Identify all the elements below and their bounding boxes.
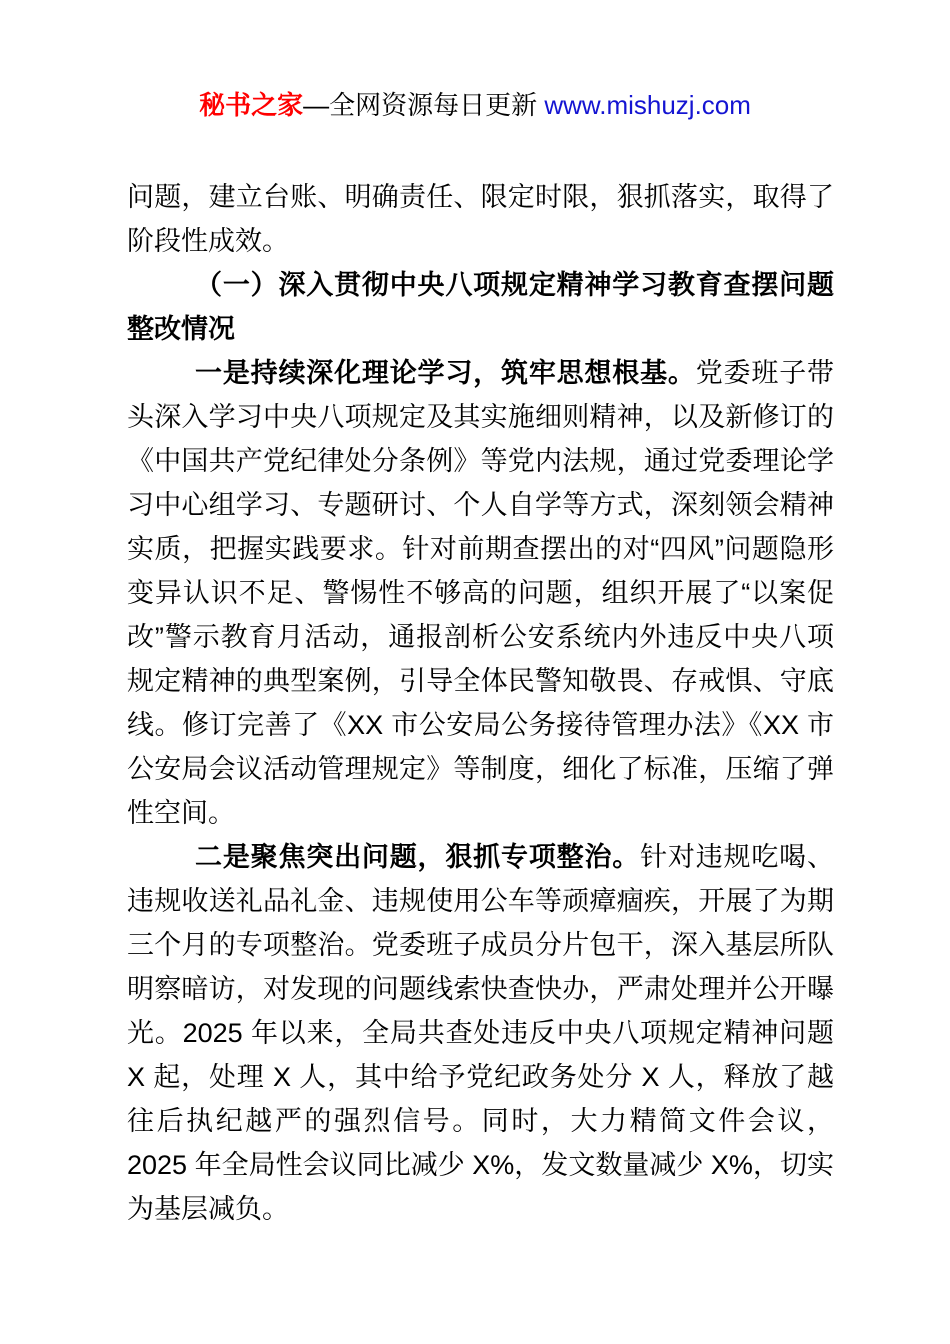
paragraph-one-text: 党委班子带头深入学习中央八项规定及其实施细则精神，以及新修订的《中国共产党纪律处分条例》等党内法规，通过党委理论学习中心组学习、专题研讨、个人自学等方式，深刻领会精神实质，把握实践要求。针对前期查摆出的对“四风”问题隐形变异认识不足、警惕性不够高的问题，组织开展了“以案促改”警示教育月活动，通报剖析公安系统内外违反中央八项规定精神的典型案例，引导全体民警知敬畏、存戒惧、守底线。修订完善了《XX 市公安局公务接待管理办法》《XX 市公安局会议活动管理规定》等制度，细化了标准，压缩了弹性空间。	[127, 358, 835, 828]
section-heading: （一）深入贯彻中央八项规定精神学习教育查摆问题整改情况	[127, 270, 834, 344]
site-brand: 秘书之家	[199, 90, 304, 120]
document-body	[127, 175, 834, 1231]
paragraph-two-lead: 二是聚焦突出问题，狠抓专项整治。	[195, 842, 641, 872]
paragraph-one	[127, 351, 834, 835]
site-header	[0, 88, 950, 122]
paragraph-two	[127, 835, 834, 1231]
paragraph-continuation: 问题，建立台账、明确责任、限定时限，狠抓落实，取得了阶段性成效。	[127, 182, 834, 256]
site-tagline: —全网资源每日更新	[303, 90, 545, 120]
paragraph-one-lead: 一是持续深化理论学习，筑牢思想根基。	[195, 358, 696, 388]
paragraph-two-text: 针对违规吃喝、违规收送礼品礼金、违规使用公车等顽瘴痼疾，开展了为期三个月的专项整治。党委班子成员分片包干，深入基层所队明察暗访，对发现的问题线索快查快办，严肃处理并公开曝光。2025 年以来，全局共查处违反中央八项规定精神问题 X 起，处理 X 人，其中给予党纪政务处分 X 人，释放了越往后执纪越严的强烈信号。同时，大力精简文件会议，2025 年全局性会议同比减少 X%，发文数量减少 X%，切实为基层减负。	[127, 842, 835, 1224]
site-url-link[interactable]: www.mishuzj.com	[544, 90, 751, 120]
